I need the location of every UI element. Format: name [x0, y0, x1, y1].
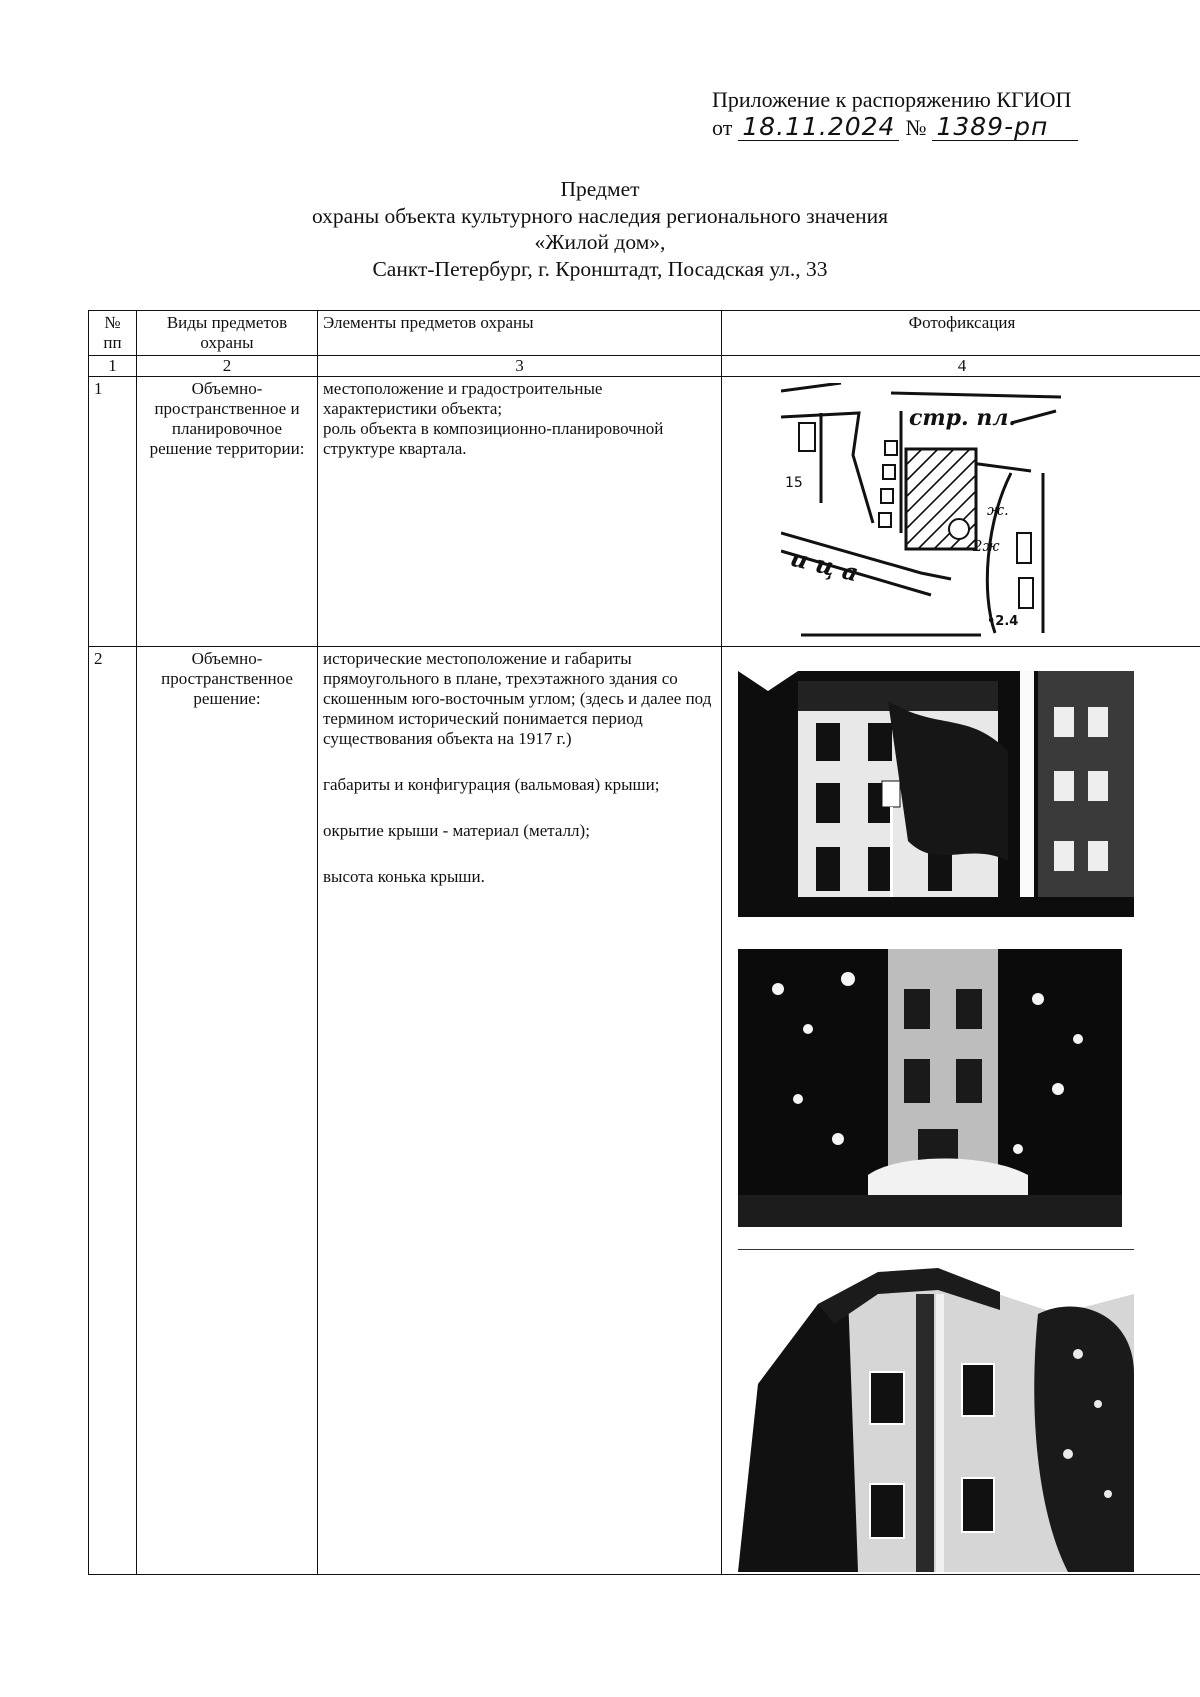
map-label: 15: [785, 475, 803, 491]
building-photo-1: [738, 671, 1134, 917]
element-item: окрытие крыши - материал (металл);: [323, 821, 590, 840]
title-line-4: Санкт-Петербург, г. Кронштадт, Посадская ул., 33: [372, 256, 828, 281]
map-label: 2ж: [973, 537, 1000, 555]
element-item: роль объекта в композиционно-планировочной структуре квартала.: [323, 419, 664, 458]
table-row: [89, 377, 1200, 647]
column-index-row: [89, 356, 1200, 377]
appendix-title: Приложение к распоряжению КГИОП: [712, 87, 1072, 112]
date-prefix: от: [712, 115, 733, 140]
row-number: 1: [89, 377, 137, 647]
photo-cell: [722, 647, 1200, 1575]
map-label: ж.: [987, 501, 1009, 519]
handwritten-date: 18.11.2024: [738, 114, 899, 141]
building-photo-3: [738, 1249, 1134, 1572]
row-number: 2: [89, 647, 137, 1575]
header-num: № пп: [89, 311, 137, 356]
table-header-row: [89, 311, 1200, 356]
header-elements: Элементы предметов охраны: [318, 311, 722, 356]
index-cell: 1: [89, 356, 137, 377]
title-line-1: Предмет: [560, 177, 640, 201]
photo-cell: [722, 377, 1200, 647]
row-elements: [318, 377, 722, 647]
title-line-3: «Жилой дом»,: [534, 230, 666, 254]
map-label: и ц а: [787, 542, 862, 588]
index-cell: 3: [318, 356, 722, 377]
element-item: местоположение и градостроительные характеристики объекта;: [323, 379, 603, 418]
row-elements: [318, 647, 722, 1575]
map-label: стр. пл.: [909, 405, 1017, 431]
row-kind: Объемно-пространственное и планировочное решение территории:: [137, 377, 318, 647]
map-label: •2.4: [987, 614, 1019, 629]
header-photo: Фотофиксация: [722, 311, 1200, 356]
appendix-header: [712, 86, 1132, 142]
title-line-2: охраны объекта культурного наследия регионального значения: [311, 203, 889, 228]
index-cell: 2: [137, 356, 318, 377]
handwritten-number: 1389-рп: [932, 114, 1078, 141]
element-item: габариты и конфигурация (вальмовая) крыши;: [323, 775, 660, 794]
protection-subject-table: [88, 310, 1200, 1575]
header-kinds: Виды предметов охраны: [137, 311, 318, 356]
element-item: исторические местоположение и габариты прямоугольного в плане, трехэтажного здания со скошенным юго-восточным углом; (здесь и далее под термином исторический понимается период существования объекта на 1917 г.): [323, 649, 712, 748]
number-prefix: №: [905, 115, 927, 140]
site-map-image: [781, 383, 1061, 638]
building-photo-2: [738, 949, 1122, 1227]
document-title: [180, 176, 1020, 282]
element-item: высота конька крыши.: [323, 867, 485, 886]
row-kind: Объемно-пространственное решение:: [137, 647, 318, 1575]
table-row: [89, 647, 1200, 1575]
index-cell: 4: [722, 356, 1200, 377]
appendix-date-line: [712, 114, 1132, 142]
